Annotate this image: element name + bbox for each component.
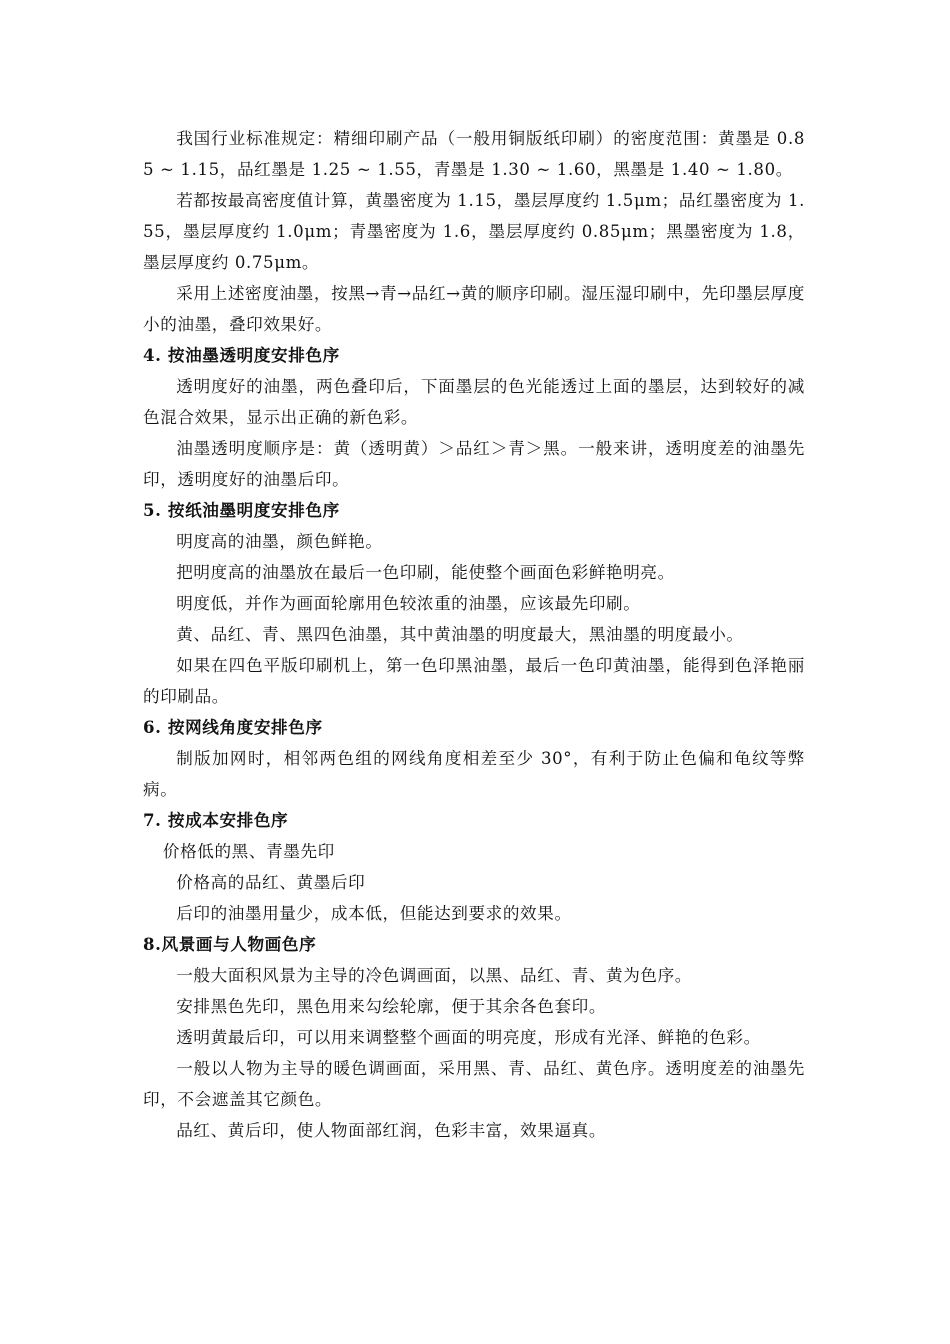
document-body [143, 123, 805, 1146]
paragraph-lightness-1: 明度高的油墨，颜色鲜艳。 [176, 532, 383, 551]
paragraph-landscape-3: 透明黄最后印，可以用来调整整个画面的明亮度，形成有光泽、鲜艳的色彩。 [176, 1028, 761, 1047]
paragraph-lightness-3: 明度低，并作为画面轮廓用色较浓重的油墨，应该最先印刷。 [176, 594, 641, 613]
section-heading-screen-angle: 6. 按网线角度安排色序 [143, 717, 323, 737]
paragraph-portrait-2: 品红、黄后印，使人物面部红润，色彩丰富，效果逼真。 [176, 1121, 607, 1140]
paragraph-density-standard: 我国行业标准规定：精细印刷产品（一般用铜版纸印刷）的密度范围：黄墨是 0.85 ~ 1.15，品红墨是 1.25 ~ 1.55，青墨是 1.30 ~ 1.60，黑墨是 1.40 ~ 1.80。 [143, 129, 805, 179]
paragraph-landscape-2: 安排黑色先印，黑色用来勾绘轮廓，便于其余各色套印。 [176, 997, 607, 1016]
paragraph-transparency-order: 油墨透明度顺序是：黄（透明黄）＞品红＞青＞黑。一般来讲，透明度差的油墨先印，透明度好的油墨后印。 [143, 439, 805, 489]
section-heading-cost: 7. 按成本安排色序 [143, 810, 289, 830]
paragraph-print-order: 采用上述密度油墨，按黑→青→品红→黄的顺序印刷。湿压湿印刷中，先印墨层厚度小的油墨，叠印效果好。 [143, 284, 805, 334]
paragraph-transparency-effect: 透明度好的油墨，两色叠印后，下面墨层的色光能透过上面的墨层，达到较好的减色混合效果，显示出正确的新色彩。 [143, 377, 805, 427]
paragraph-lightness-4: 黄、品红、青、黑四色油墨，其中黄油墨的明度最大，黑油墨的明度最小。 [176, 625, 744, 644]
paragraph-screen-angle: 制版加网时，相邻两色组的网线角度相差至少 30°，有利于防止色偏和龟纹等弊病。 [143, 749, 805, 799]
paragraph-density-calculation: 若都按最高密度值计算，黄墨密度为 1.15，墨层厚度约 1.5μm；品红墨密度为 1.55，墨层厚度约 1.0μm；青墨密度为 1.6，墨层厚度约 0.85μm；黑墨密度为 1.8，墨层厚度约 0.75μm。 [143, 191, 805, 272]
section-heading-transparency: 4. 按油墨透明度安排色序 [143, 345, 340, 365]
section-heading-landscape-portrait: 8.风景画与人物画色序 [143, 934, 317, 954]
paragraph-cost-3: 后印的油墨用量少，成本低，但能达到要求的效果。 [176, 904, 572, 923]
paragraph-landscape-1: 一般大面积风景为主导的冷色调画面，以黑、品红、青、黄为色序。 [176, 966, 692, 985]
paragraph-cost-2: 价格高的品红、黄墨后印 [176, 873, 366, 892]
section-heading-lightness: 5. 按纸油墨明度安排色序 [143, 500, 340, 520]
paragraph-lightness-5: 如果在四色平版印刷机上，第一色印黑油墨，最后一色印黄油墨，能得到色泽艳丽的印刷品。 [143, 656, 805, 706]
paragraph-cost-1: 价格低的黑、青墨先印 [162, 842, 335, 861]
paragraph-portrait-1: 一般以人物为主导的暖色调画面，采用黑、青、品红、黄色序。透明度差的油墨先印，不会遮盖其它颜色。 [143, 1059, 805, 1109]
paragraph-lightness-2: 把明度高的油墨放在最后一色印刷，能使整个画面色彩鲜艳明亮。 [176, 563, 675, 582]
